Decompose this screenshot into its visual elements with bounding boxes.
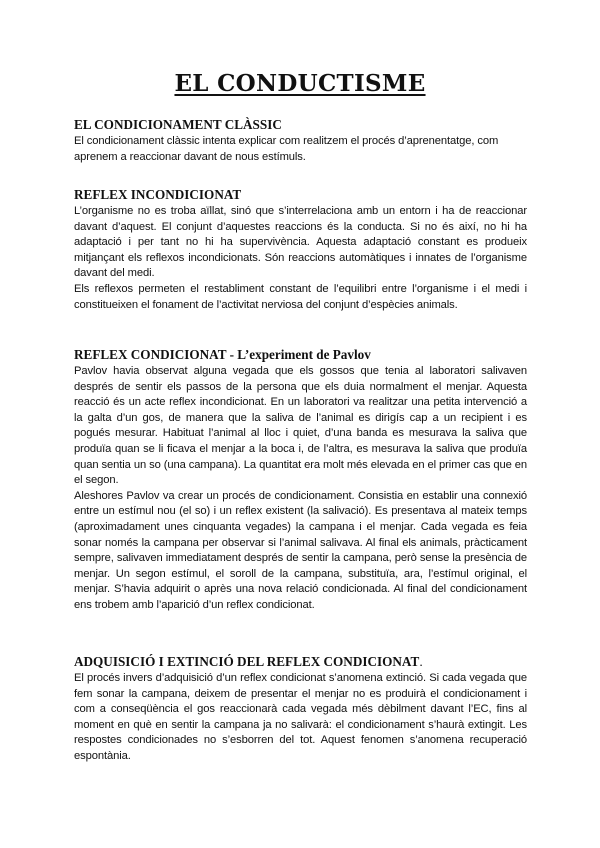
- section-unconditioned-reflex: [74, 187, 527, 313]
- paragraph: El condicionament clàssic intenta explicar com realitzem el procés d’aprenentatge, com aprenem a reaccionar davant de nous estímuls.: [74, 135, 499, 163]
- paragraph: Pavlov havia observat alguna vegada que els gossos que tenia al laboratori salivaven després de sentir els passos de la persona que els duia normalment el menjar. Aquesta reacció és un acte reflex incondicionat. En un laboratori va realitzar una petita intervenció a la galta d’un gos, de manera que la saliva de l’animal es dirigís cap a un recipient i es pogués mesurar. Habituat l’animal al lloc i quiet, d’una banda es mesurava la saliva que produïa quan se li ficava el menjar a la boca i, de l’altra, es mesurava la saliva que produïa quan sentia un so (una campana). La quantitat era molt més elevada en el primer cas que en el segon.: [74, 365, 527, 487]
- section-classical-conditioning: [74, 117, 527, 165]
- section-acquisition-extinction: [74, 654, 527, 765]
- paragraph: El procés invers d’adquisició d’un reflex condicionat s’anomena extinció. Si cada vegada que fem sonar la campana, deixem de presentar el menjar no es produirà el condicionament i com a conseqüència el gos reaccionarà cada vegada més dèbilment davant l’EC, fins al moment en què en sentir la campana ja no salivarà: el condicionament s’haurà extingit. Les respostes condicionades no s’esborren del tot. Aquest fenomen s’anomena recuperació espontània.: [74, 672, 527, 762]
- section-heading: REFLEX CONDICIONAT - L’experiment de Pavlov: [74, 347, 371, 362]
- section-heading: EL CONDICIONAMENT CLÀSSIC: [74, 117, 282, 132]
- section-heading: [74, 654, 527, 670]
- section-heading-period: .: [419, 654, 423, 669]
- paragraph: L’organisme no es troba aïllat, sinó que s’interrelaciona amb un entorn i ha de reaccionar davant d’aquest. El conjunt d’aquestes reaccions és la conducta. Si no és així, no hi ha adaptació i per tant no hi ha supervivència. Aquesta adaptació constant es produeix mitjançant els reflexos incondicionats. Són reaccions automàtiques i innates de l’organisme davant del medi.: [74, 205, 527, 280]
- section-conditioned-reflex: [74, 347, 527, 614]
- page-title: EL CONDUCTISME: [174, 70, 426, 97]
- paragraph: Els reflexos permeten el restabliment constant de l’equilibri entre l’organisme i el medi i constitueixen el fonament de l’activitat nerviosa del conjunt d’espècies animals.: [74, 282, 527, 311]
- paragraph: Aleshores Pavlov va crear un procés de condicionament. Consistia en establir una connexió entre un estímul nou (el so) i un reflex existent (la salivació). Es presentava al mateix temps (aproximadament unes cinquanta vegades) la campana i el menjar. Cada vegada es feia sonar només la campana per observar si l’animal salivava. Al final els animals, pràcticament sempre, salivaven immediatament després de sentir la campana, però sense la presència de menjar. Un segon estímul, el soroll de la campana, substituïa, ara, l’estímul original, el menjar. S’havia adquirit o après una nova relació condicionada. Al final del condicionament ens trobem amb l’aparició d’un reflex condicionat.: [74, 489, 527, 611]
- section-heading-text: ADQUISICIÓ I EXTINCIÓ DEL REFLEX CONDICIONAT: [74, 654, 420, 669]
- section-heading: REFLEX INCONDICIONAT: [74, 187, 242, 202]
